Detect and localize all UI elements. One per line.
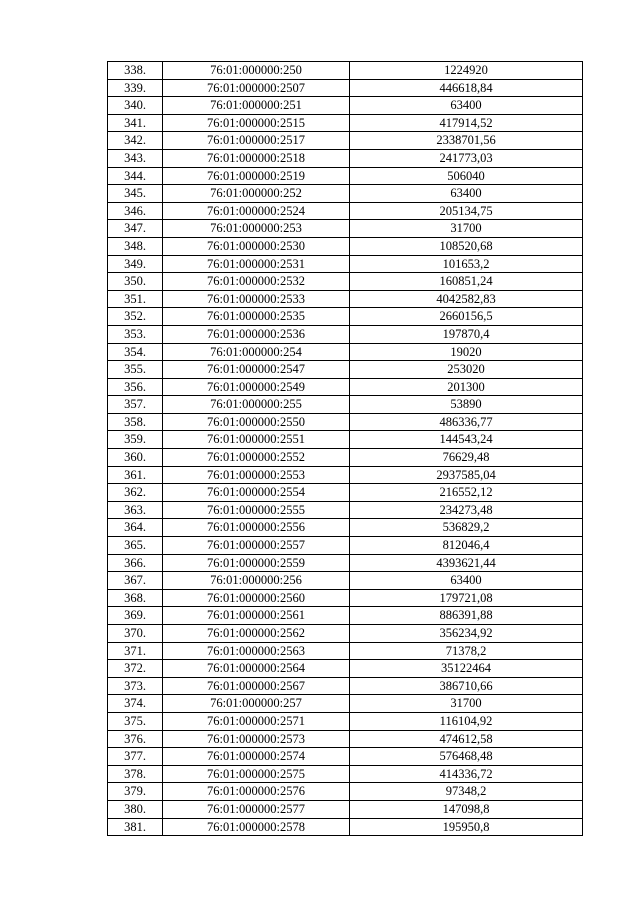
cadastral-number-cell: 76:01:000000:256 <box>163 572 350 590</box>
value-cell: 506040 <box>350 167 583 185</box>
value-cell: 31700 <box>350 220 583 238</box>
row-number-cell: 374. <box>108 695 163 713</box>
table-row <box>108 237 583 255</box>
value-cell: 2338701,56 <box>350 132 583 150</box>
cadastral-number-cell: 76:01:000000:2571 <box>163 712 350 730</box>
row-number-cell: 342. <box>108 132 163 150</box>
table-row <box>108 712 583 730</box>
cadastral-number-cell: 76:01:000000:2547 <box>163 361 350 379</box>
cadastral-number-cell: 76:01:000000:2560 <box>163 589 350 607</box>
value-cell: 414336,72 <box>350 765 583 783</box>
row-number-cell: 340. <box>108 97 163 115</box>
cadastral-number-cell: 76:01:000000:2553 <box>163 466 350 484</box>
cadastral-number-cell: 76:01:000000:2576 <box>163 783 350 801</box>
cadastral-number-cell: 76:01:000000:2556 <box>163 519 350 537</box>
table-row <box>108 325 583 343</box>
row-number-cell: 345. <box>108 185 163 203</box>
value-cell: 4393621,44 <box>350 554 583 572</box>
value-cell: 35122464 <box>350 660 583 678</box>
row-number-cell: 370. <box>108 625 163 643</box>
row-number-cell: 349. <box>108 255 163 273</box>
value-cell: 195950,8 <box>350 818 583 836</box>
row-number-cell: 372. <box>108 660 163 678</box>
row-number-cell: 367. <box>108 572 163 590</box>
table-row <box>108 501 583 519</box>
value-cell: 101653,2 <box>350 255 583 273</box>
table-row <box>108 572 583 590</box>
table-row <box>108 695 583 713</box>
row-number-cell: 376. <box>108 730 163 748</box>
cadastral-number-cell: 76:01:000000:251 <box>163 97 350 115</box>
value-cell: 19020 <box>350 343 583 361</box>
value-cell: 486336,77 <box>350 413 583 431</box>
row-number-cell: 361. <box>108 466 163 484</box>
table-row <box>108 62 583 80</box>
row-number-cell: 365. <box>108 537 163 555</box>
table-row <box>108 730 583 748</box>
cadastral-number-cell: 76:01:000000:2551 <box>163 431 350 449</box>
row-number-cell: 360. <box>108 449 163 467</box>
cadastral-number-cell: 76:01:000000:2507 <box>163 79 350 97</box>
cadastral-number-cell: 76:01:000000:2524 <box>163 202 350 220</box>
row-number-cell: 363. <box>108 501 163 519</box>
row-number-cell: 362. <box>108 484 163 502</box>
cadastral-number-cell: 76:01:000000:2559 <box>163 554 350 572</box>
row-number-cell: 366. <box>108 554 163 572</box>
cadastral-number-cell: 76:01:000000:2549 <box>163 378 350 396</box>
value-cell: 179721,08 <box>350 589 583 607</box>
table-row <box>108 220 583 238</box>
row-number-cell: 373. <box>108 677 163 695</box>
table-row <box>108 167 583 185</box>
row-number-cell: 344. <box>108 167 163 185</box>
value-cell: 53890 <box>350 396 583 414</box>
table-row <box>108 149 583 167</box>
table-row <box>108 748 583 766</box>
row-number-cell: 348. <box>108 237 163 255</box>
value-cell: 116104,92 <box>350 712 583 730</box>
table-row <box>108 378 583 396</box>
table-row <box>108 202 583 220</box>
table-body <box>108 62 583 836</box>
value-cell: 234273,48 <box>350 501 583 519</box>
cadastral-number-cell: 76:01:000000:2536 <box>163 325 350 343</box>
value-cell: 356234,92 <box>350 625 583 643</box>
cadastral-number-cell: 76:01:000000:2550 <box>163 413 350 431</box>
value-cell: 446618,84 <box>350 79 583 97</box>
cadastral-number-cell: 76:01:000000:2557 <box>163 537 350 555</box>
table-row <box>108 677 583 695</box>
cadastral-number-cell: 76:01:000000:2573 <box>163 730 350 748</box>
value-cell: 201300 <box>350 378 583 396</box>
cadastral-number-cell: 76:01:000000:2530 <box>163 237 350 255</box>
row-number-cell: 343. <box>108 149 163 167</box>
cadastral-number-cell: 76:01:000000:2552 <box>163 449 350 467</box>
value-cell: 2937585,04 <box>350 466 583 484</box>
row-number-cell: 358. <box>108 413 163 431</box>
row-number-cell: 377. <box>108 748 163 766</box>
value-cell: 1224920 <box>350 62 583 80</box>
cadastral-number-cell: 76:01:000000:2563 <box>163 642 350 660</box>
cadastral-number-cell: 76:01:000000:2577 <box>163 800 350 818</box>
table-row <box>108 625 583 643</box>
value-cell: 386710,66 <box>350 677 583 695</box>
table-row <box>108 660 583 678</box>
table-row <box>108 449 583 467</box>
table-row <box>108 589 583 607</box>
table-row <box>108 132 583 150</box>
table-row <box>108 273 583 291</box>
table-row <box>108 308 583 326</box>
row-number-cell: 378. <box>108 765 163 783</box>
row-number-cell: 350. <box>108 273 163 291</box>
row-number-cell: 355. <box>108 361 163 379</box>
cadastral-number-cell: 76:01:000000:2578 <box>163 818 350 836</box>
value-cell: 31700 <box>350 695 583 713</box>
row-number-cell: 379. <box>108 783 163 801</box>
cadastral-number-cell: 76:01:000000:253 <box>163 220 350 238</box>
row-number-cell: 368. <box>108 589 163 607</box>
value-cell: 241773,03 <box>350 149 583 167</box>
cadastral-number-cell: 76:01:000000:252 <box>163 185 350 203</box>
table-row <box>108 554 583 572</box>
row-number-cell: 356. <box>108 378 163 396</box>
cadastral-number-cell: 76:01:000000:2531 <box>163 255 350 273</box>
cadastral-number-cell: 76:01:000000:2567 <box>163 677 350 695</box>
cadastral-number-cell: 76:01:000000:2575 <box>163 765 350 783</box>
cadastral-number-cell: 76:01:000000:2515 <box>163 114 350 132</box>
table-row <box>108 818 583 836</box>
cadastral-value-table <box>107 61 583 836</box>
table-row <box>108 607 583 625</box>
value-cell: 63400 <box>350 97 583 115</box>
value-cell: 812046,4 <box>350 537 583 555</box>
table-row <box>108 783 583 801</box>
cadastral-number-cell: 76:01:000000:2533 <box>163 290 350 308</box>
value-cell: 63400 <box>350 572 583 590</box>
table-row <box>108 361 583 379</box>
table-row <box>108 413 583 431</box>
row-number-cell: 359. <box>108 431 163 449</box>
table-row <box>108 800 583 818</box>
cadastral-number-cell: 76:01:000000:255 <box>163 396 350 414</box>
value-cell: 97348,2 <box>350 783 583 801</box>
table-row <box>108 396 583 414</box>
table-row <box>108 765 583 783</box>
value-cell: 886391,88 <box>350 607 583 625</box>
value-cell: 205134,75 <box>350 202 583 220</box>
value-cell: 147098,8 <box>350 800 583 818</box>
value-cell: 2660156,5 <box>350 308 583 326</box>
cadastral-number-cell: 76:01:000000:2574 <box>163 748 350 766</box>
cadastral-number-cell: 76:01:000000:2554 <box>163 484 350 502</box>
table-row <box>108 431 583 449</box>
row-number-cell: 353. <box>108 325 163 343</box>
value-cell: 253020 <box>350 361 583 379</box>
row-number-cell: 364. <box>108 519 163 537</box>
table-row <box>108 255 583 273</box>
table-row <box>108 466 583 484</box>
value-cell: 160851,24 <box>350 273 583 291</box>
cadastral-number-cell: 76:01:000000:2555 <box>163 501 350 519</box>
table-row <box>108 79 583 97</box>
value-cell: 76629,48 <box>350 449 583 467</box>
value-cell: 536829,2 <box>350 519 583 537</box>
table-row <box>108 185 583 203</box>
cadastral-number-cell: 76:01:000000:254 <box>163 343 350 361</box>
row-number-cell: 381. <box>108 818 163 836</box>
value-cell: 216552,12 <box>350 484 583 502</box>
table-row <box>108 290 583 308</box>
row-number-cell: 354. <box>108 343 163 361</box>
cadastral-number-cell: 76:01:000000:2561 <box>163 607 350 625</box>
cadastral-number-cell: 76:01:000000:2532 <box>163 273 350 291</box>
table-row <box>108 484 583 502</box>
row-number-cell: 341. <box>108 114 163 132</box>
cadastral-number-cell: 76:01:000000:2517 <box>163 132 350 150</box>
cadastral-number-cell: 76:01:000000:2518 <box>163 149 350 167</box>
cadastral-number-cell: 76:01:000000:2535 <box>163 308 350 326</box>
table-row <box>108 97 583 115</box>
row-number-cell: 351. <box>108 290 163 308</box>
row-number-cell: 375. <box>108 712 163 730</box>
value-cell: 4042582,83 <box>350 290 583 308</box>
value-cell: 417914,52 <box>350 114 583 132</box>
table-row <box>108 343 583 361</box>
table-row <box>108 519 583 537</box>
cadastral-number-cell: 76:01:000000:2519 <box>163 167 350 185</box>
value-cell: 144543,24 <box>350 431 583 449</box>
row-number-cell: 357. <box>108 396 163 414</box>
row-number-cell: 339. <box>108 79 163 97</box>
table-row <box>108 642 583 660</box>
row-number-cell: 347. <box>108 220 163 238</box>
row-number-cell: 338. <box>108 62 163 80</box>
row-number-cell: 352. <box>108 308 163 326</box>
row-number-cell: 369. <box>108 607 163 625</box>
cadastral-number-cell: 76:01:000000:257 <box>163 695 350 713</box>
value-cell: 474612,58 <box>350 730 583 748</box>
value-cell: 63400 <box>350 185 583 203</box>
value-cell: 576468,48 <box>350 748 583 766</box>
row-number-cell: 371. <box>108 642 163 660</box>
cadastral-number-cell: 76:01:000000:2562 <box>163 625 350 643</box>
row-number-cell: 380. <box>108 800 163 818</box>
cadastral-number-cell: 76:01:000000:2564 <box>163 660 350 678</box>
row-number-cell: 346. <box>108 202 163 220</box>
value-cell: 197870,4 <box>350 325 583 343</box>
cadastral-number-cell: 76:01:000000:250 <box>163 62 350 80</box>
table-row <box>108 537 583 555</box>
table-row <box>108 114 583 132</box>
value-cell: 71378,2 <box>350 642 583 660</box>
value-cell: 108520,68 <box>350 237 583 255</box>
